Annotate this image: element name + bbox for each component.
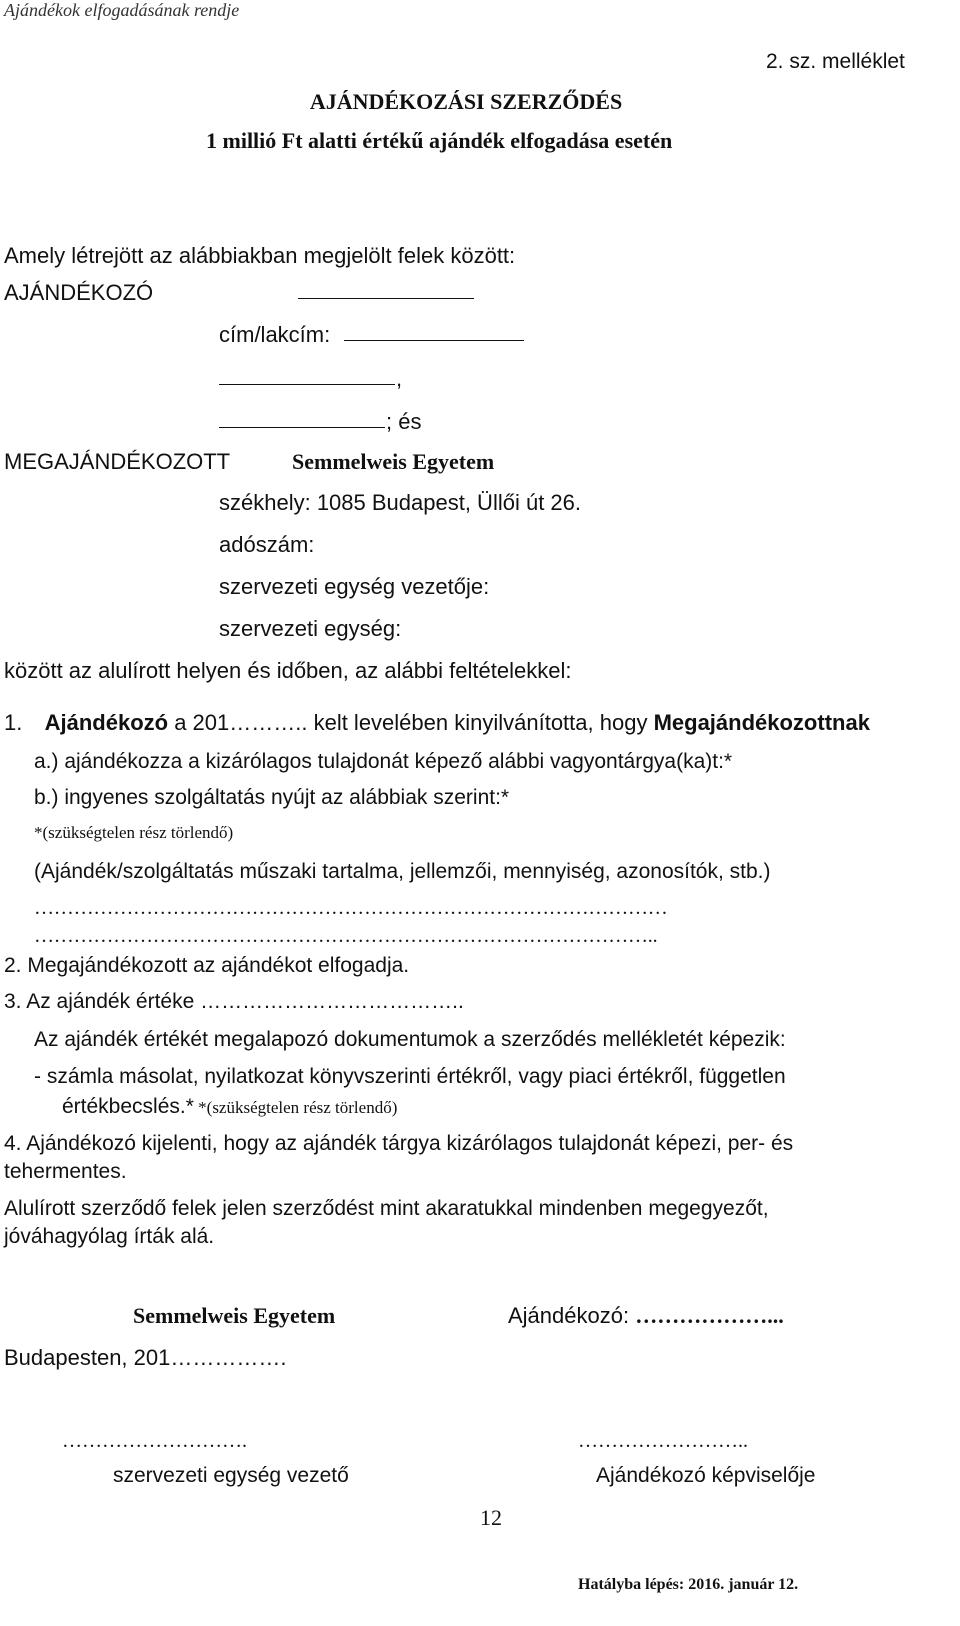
signature-line-left[interactable]: ……………………….: [62, 1430, 247, 1452]
clause-1-option-b: b.) ingyenes szolgáltatás nyújt az alábbiak szerint:*: [34, 786, 510, 809]
clause-1-note: *(szükségtelen rész törlendő): [34, 823, 234, 842]
address-row: [219, 322, 330, 348]
closing-statement: Alulírott szerződő felek jelen szerződést mint akaratukkal mindenben megegyezőt,: [4, 1197, 769, 1220]
clause-4-end: tehermentes.: [4, 1160, 127, 1183]
running-header: Ajándékok elfogadásának rendje: [4, 0, 240, 20]
recipient-label: MEGAJÁNDÉKOZOTT: [4, 449, 231, 474]
clause-3-bullet-end-text: értékbecslés.*: [62, 1095, 194, 1118]
clause-1-recipient: Megajándékozottnak: [653, 710, 870, 735]
address-blank-3[interactable]: [219, 405, 385, 428]
dotted-line-1[interactable]: ……………………………………………………………………………………: [34, 897, 668, 919]
address-label: cím/lakcím: [219, 322, 325, 347]
clause-1-text: a 201……….. kelt levelében kinyilvánította, hogy: [168, 710, 654, 735]
address-colon: :: [324, 322, 331, 347]
comma-mark: ,: [396, 366, 403, 391]
signature-right-role: Ajándékozó képviselője: [596, 1464, 816, 1487]
address-blank-2[interactable]: [219, 362, 395, 385]
signature-donor-label: Ajándékozó:: [508, 1303, 636, 1328]
donor-name-blank[interactable]: [298, 276, 474, 299]
terms-intro: között az alulírott helyen és időben, az alábbi feltételekkel:: [4, 658, 572, 683]
unit-head-line: szervezeti egység vezetője:: [219, 574, 490, 599]
clause-1-number: 1.: [4, 710, 23, 735]
seat-line: székhely: 1085 Budapest, Üllői út 26.: [219, 490, 582, 515]
signature-left-role: szervezeti egység vezető: [113, 1464, 349, 1487]
signature-university: Semmelweis Egyetem: [133, 1303, 336, 1328]
clause-4: 4. Ajándékozó kijelenti, hogy az ajándék tárgya kizárólagos tulajdonát képezi, per- és: [4, 1132, 794, 1155]
signature-donor-dots[interactable]: ………………...: [635, 1303, 784, 1328]
unit-line: szervezeti egység:: [219, 616, 402, 641]
clause-1: [4, 710, 870, 736]
document-title: [0, 89, 932, 115]
clause-3: 3. Az ajándék értéke ………………………………..: [4, 990, 464, 1013]
dotted-line-2[interactable]: …………………………………………………………………………………..: [34, 925, 658, 947]
signature-donor-row: [508, 1303, 784, 1329]
and-mark: ; és: [386, 409, 422, 434]
effective-date: Hatályba lépés: 2016. január 12.: [578, 1576, 799, 1593]
recipient-row: [4, 449, 495, 475]
clause-1-details: (Ajándék/szolgáltatás műszaki tartalma, jellemzői, mennyiség, azonosítók, stb.): [34, 860, 771, 883]
place-date[interactable]: Budapesten, 201…………….: [4, 1345, 287, 1370]
title-line-1: AJÁNDÉKOZÁSI SZERZŐDÉS: [309, 89, 623, 114]
annex-label: 2. sz. melléklet: [766, 50, 905, 73]
clause-3-bullet-end: [62, 1095, 397, 1119]
document-subtitle: 1 millió Ft alatti értékű ajándék elfogadása esetén: [206, 128, 673, 153]
clause-3-docs: Az ajándék értékét megalapozó dokumentumok a szerződés mellékletét képezik:: [34, 1028, 786, 1051]
signature-line-right[interactable]: ……………………..: [578, 1430, 748, 1452]
recipient-name: Semmelweis Egyetem: [292, 449, 495, 474]
page-number: 12: [480, 1505, 502, 1530]
closing-statement-end: jóváhagyólag írták alá.: [4, 1225, 215, 1248]
clause-3-bullet: - számla másolat, nyilatkozat könyvszerinti értékről, vagy piaci értékről, független: [34, 1065, 786, 1088]
clause-1-donor: Ajándékozó: [44, 710, 169, 735]
address-blank[interactable]: [344, 318, 524, 341]
clause-2: 2. Megajándékozott az ajándékot elfogadja.: [4, 954, 410, 977]
clause-3-bullet-note: *(szükségtelen rész törlendő): [193, 1098, 398, 1117]
clause-1-option-a: a.) ajándékozza a kizárólagos tulajdonát képező alábbi vagyontárgya(ka)t:*: [34, 750, 733, 773]
donor-label: AJÁNDÉKOZÓ: [4, 280, 154, 305]
parties-intro: Amely létrejött az alábbiakban megjelölt felek között:: [4, 243, 516, 268]
tax-number-line: adószám:: [219, 532, 315, 557]
